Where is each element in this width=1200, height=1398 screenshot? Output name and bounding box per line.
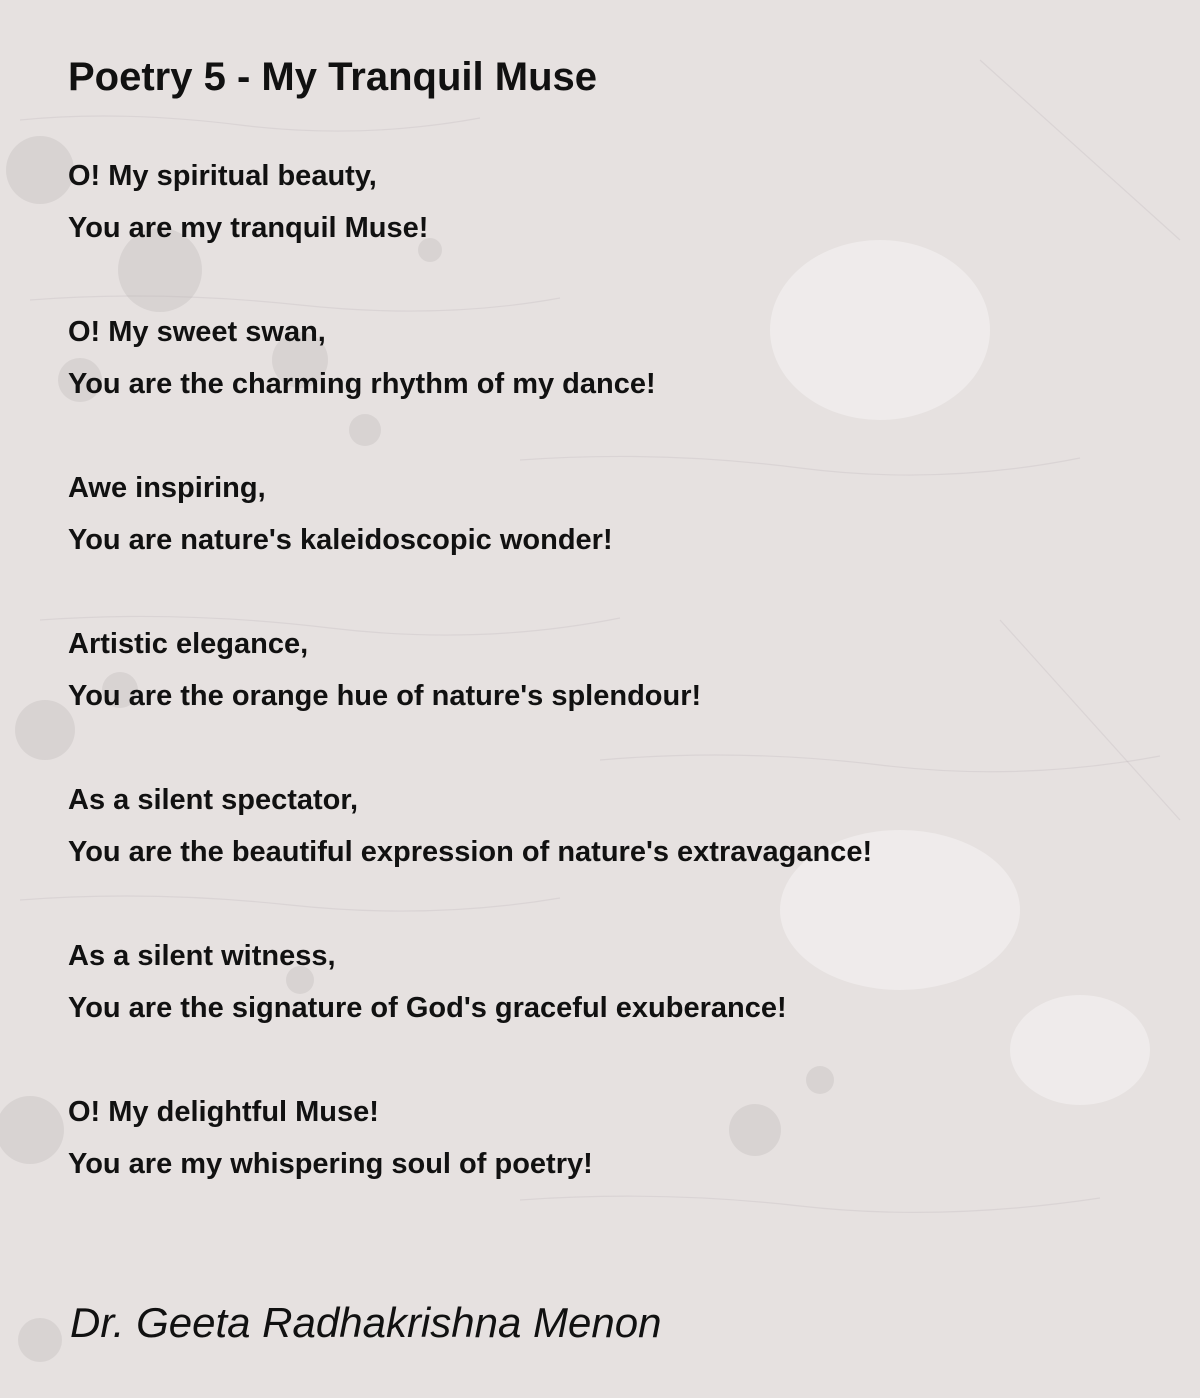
- poem-line: You are nature's kaleidoscopic wonder!: [68, 524, 613, 556]
- poem-line: O! My spiritual beauty,: [68, 160, 377, 192]
- poem-line: As a silent spectator,: [68, 784, 359, 816]
- poem-line: Artistic elegance,: [68, 628, 309, 660]
- poem-header: [68, 52, 1148, 102]
- poem-line: You are the charming rhythm of my dance!: [68, 368, 656, 400]
- stanza: [68, 306, 1148, 410]
- stanza: [68, 930, 1148, 1034]
- poem-title: Poetry 5 - My Tranquil Muse: [68, 55, 598, 99]
- poem-body: [68, 150, 1148, 1242]
- poem-line: As a silent witness,: [68, 940, 336, 972]
- author-name: Dr. Geeta Radhakrishna Menon: [70, 1299, 662, 1346]
- poem-line: O! My sweet swan,: [68, 316, 326, 348]
- poem-line: You are the orange hue of nature's splendour!: [68, 680, 702, 712]
- stanza: [68, 618, 1148, 722]
- poem-line: O! My delightful Muse!: [68, 1096, 379, 1128]
- stanza: [68, 150, 1148, 254]
- poem-line: You are my whispering soul of poetry!: [68, 1148, 593, 1180]
- poem-line: You are the signature of God's graceful exuberance!: [68, 992, 787, 1024]
- stanza: [68, 1086, 1148, 1190]
- poem-line: Awe inspiring,: [68, 472, 266, 504]
- stanza: [68, 462, 1148, 566]
- stanza: [68, 774, 1148, 878]
- poem-line: You are my tranquil Muse!: [68, 212, 429, 244]
- poem-line: You are the beautiful expression of nature's extravagance!: [68, 836, 873, 868]
